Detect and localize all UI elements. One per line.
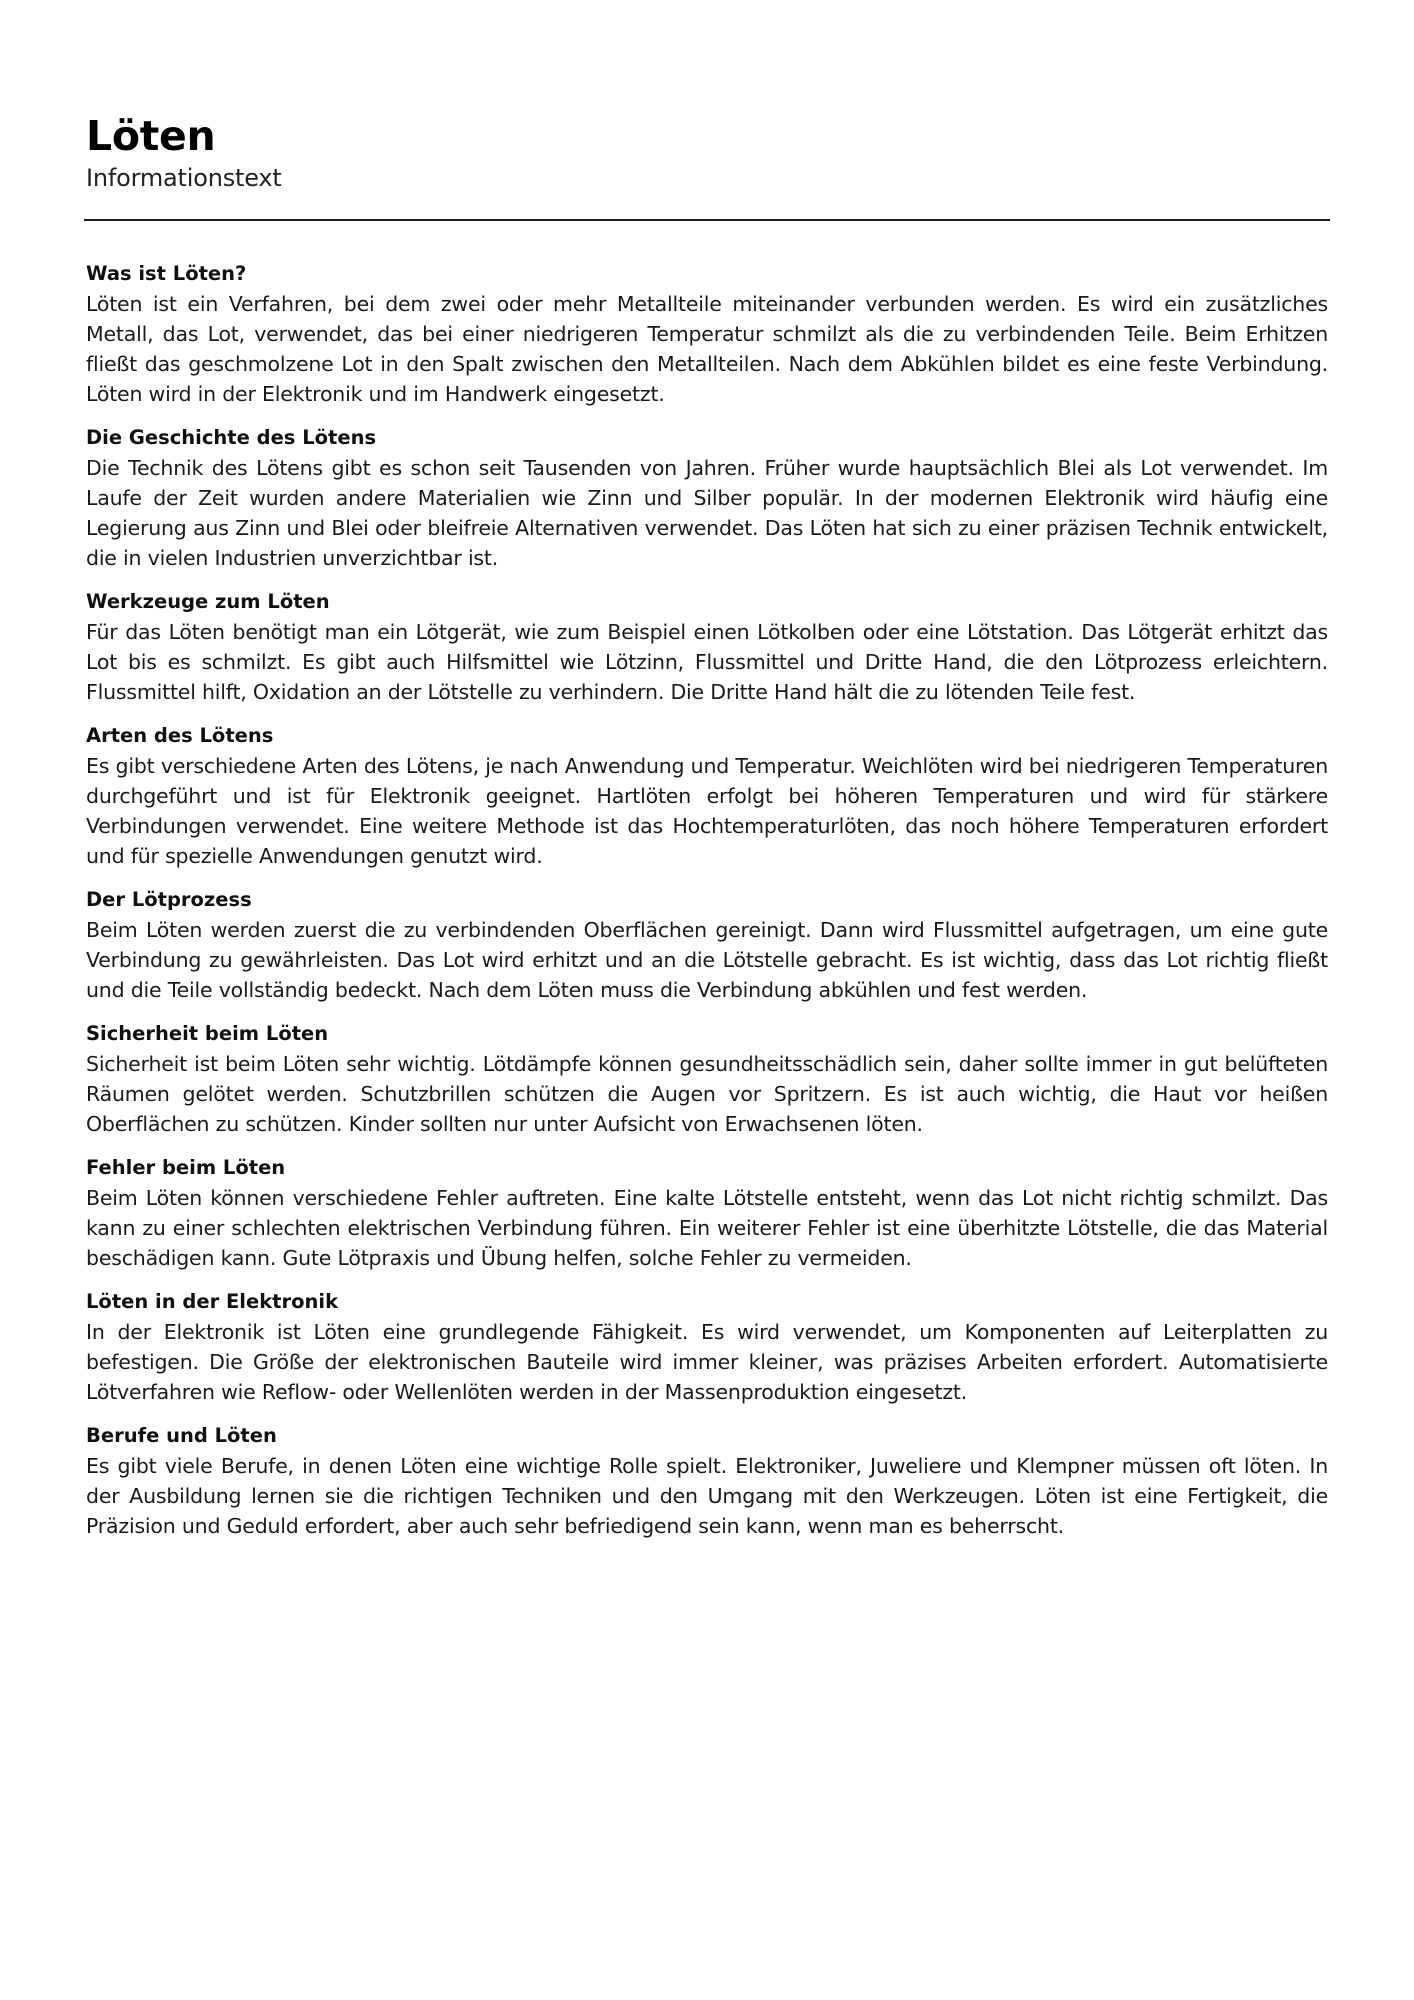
section-heading: Löten in der Elektronik [86,1290,339,1313]
section-werkzeuge [86,587,1328,707]
section-paragraph: Löten ist ein Verfahren, bei dem zwei oder mehr Metallteile miteinander verbunden werden. Es wird ein zusätzliches Metall, das Lot, verwendet, das bei einer niedrigeren Temperatur schmilzt als die zu verbindenden Teile. Beim Erhitzen fließt das geschmolzene Lot in den Spalt zwischen den Metallteilen. Nach dem Abkühlen bildet es eine feste Verbindung. Löten wird in der Elektronik und im Handwerk eingesetzt. [86,292,1328,406]
document-body [86,259,1328,1555]
section-fehler [86,1153,1328,1273]
section-paragraph: Es gibt viele Berufe, in denen Löten eine wichtige Rolle spielt. Elektroniker, Juweliere und Klempner müssen oft löten. In der Ausbildung lernen sie die richtigen Techniken und den Umgang mit den Werkzeugen. Löten ist eine Fertigkeit, die Präzision und Geduld erfordert, aber auch sehr befriedigend sein kann, wenn man es beherrscht. [86,1454,1328,1538]
section-heading: Fehler beim Löten [86,1156,286,1179]
section-sicherheit [86,1019,1328,1139]
document-subtitle: Informationstext [86,164,282,192]
section-paragraph: Sicherheit ist beim Löten sehr wichtig. Lötdämpfe können gesundheitsschädlich sein, daher sollte immer in gut belüfteten Räumen gelötet werden. Schutzbrillen schützen die Augen vor Spritzern. Es ist auch wichtig, die Haut vor heißen Oberflächen zu schützen. Kinder sollten nur unter Aufsicht von Erwachsenen löten. [86,1052,1328,1136]
section-elektronik [86,1287,1328,1407]
section-heading: Werkzeuge zum Löten [86,590,330,613]
section-paragraph: Beim Löten können verschiedene Fehler auftreten. Eine kalte Lötstelle entsteht, wenn das Lot nicht richtig schmilzt. Das kann zu einer schlechten elektrischen Verbindung führen. Ein weiterer Fehler ist eine überhitzte Lötstelle, die das Material beschädigen kann. Gute Lötpraxis und Übung helfen, solche Fehler zu vermeiden. [86,1186,1328,1270]
section-was-ist-loeten [86,259,1328,409]
section-paragraph: In der Elektronik ist Löten eine grundlegende Fähigkeit. Es wird verwendet, um Komponenten auf Leiterplatten zu befestigen. Die Größe der elektronischen Bauteile wird immer kleiner, was präzises Arbeiten erfordert. Automatisierte Lötverfahren wie Reflow- oder Wellenlöten werden in der Massenproduktion eingesetzt. [86,1320,1328,1404]
section-paragraph: Die Technik des Lötens gibt es schon seit Tausenden von Jahren. Früher wurde hauptsächlich Blei als Lot verwendet. Im Laufe der Zeit wurden andere Materialien wie Zinn und Silber populär. In der modernen Elektronik wird häufig eine Legierung aus Zinn und Blei oder bleifreie Alternativen verwendet. Das Löten hat sich zu einer präzisen Technik entwickelt, die in vielen Industrien unverzichtbar ist. [86,456,1328,570]
section-heading: Der Lötprozess [86,888,252,911]
section-paragraph: Es gibt verschiedene Arten des Lötens, je nach Anwendung und Temperatur. Weichlöten wird bei niedrigeren Temperaturen durchgeführt und ist für Elektronik geeignet. Hartlöten erfolgt bei höheren Temperaturen und wird für stärkere Verbindungen verwendet. Eine weitere Methode ist das Hochtemperaturlöten, das noch höhere Temperaturen erfordert und für spezielle Anwendungen genutzt wird. [86,754,1328,868]
section-loetprozess [86,885,1328,1005]
section-paragraph: Für das Löten benötigt man ein Lötgerät, wie zum Beispiel einen Lötkolben oder eine Lötstation. Das Lötgerät erhitzt das Lot bis es schmilzt. Es gibt auch Hilfsmittel wie Lötzinn, Flussmittel und Dritte Hand, die den Lötprozess erleichtern. Flussmittel hilft, Oxidation an der Lötstelle zu verhindern. Die Dritte Hand hält die zu lötenden Teile fest. [86,620,1328,704]
section-arten [86,721,1328,871]
section-geschichte [86,423,1328,573]
section-heading: Was ist Löten? [86,262,247,285]
section-heading: Sicherheit beim Löten [86,1022,329,1045]
section-heading: Berufe und Löten [86,1424,277,1447]
section-paragraph: Beim Löten werden zuerst die zu verbindenden Oberflächen gereinigt. Dann wird Flussmittel aufgetragen, um eine gute Verbindung zu gewährleisten. Das Lot wird erhitzt und an die Lötstelle gebracht. Es ist wichtig, dass das Lot richtig fließt und die Teile vollständig bedeckt. Nach dem Löten muss die Verbindung abkühlen und fest werden. [86,918,1328,1002]
document-title: Löten [86,112,216,160]
section-berufe [86,1421,1328,1541]
title-divider [84,219,1330,221]
section-heading: Die Geschichte des Lötens [86,426,377,449]
section-heading: Arten des Lötens [86,724,274,747]
